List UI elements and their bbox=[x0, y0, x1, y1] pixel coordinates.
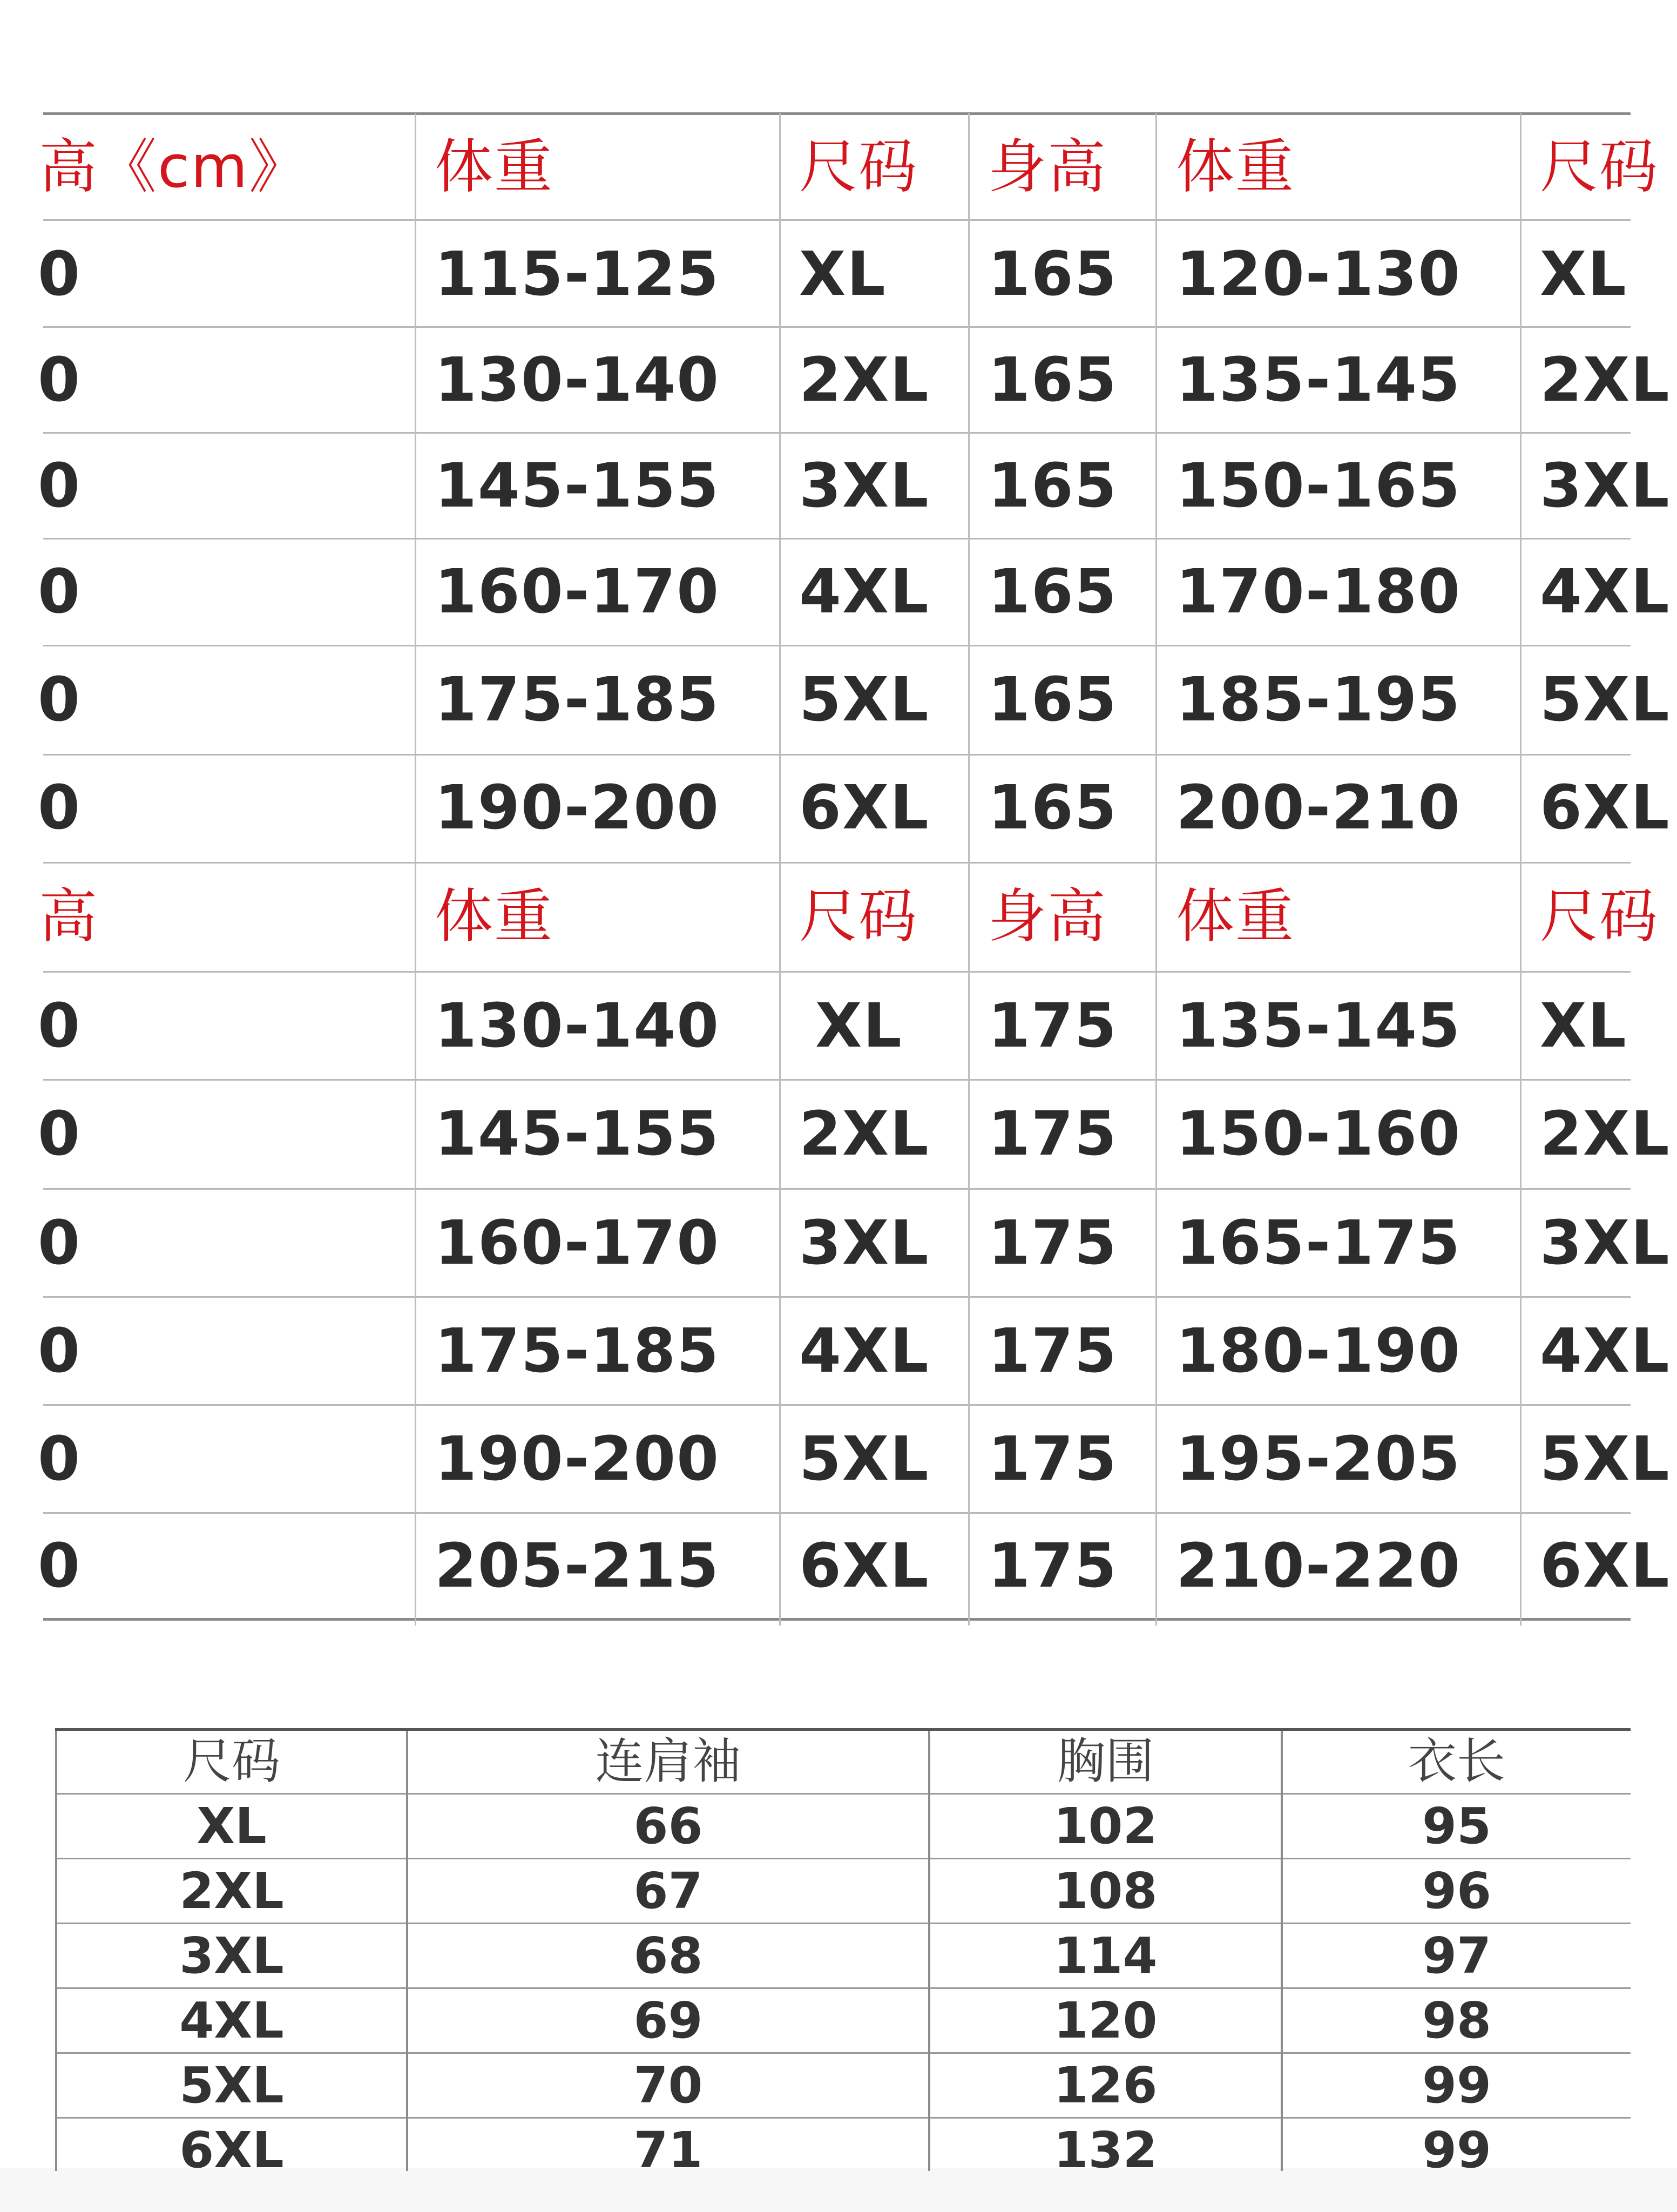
size-cell: 4XL bbox=[799, 1316, 930, 1386]
header-height: 身高 bbox=[988, 883, 1107, 950]
size-cell: 2XL bbox=[1540, 345, 1671, 415]
table-column-rule bbox=[779, 113, 781, 1626]
size-chart-height-weight bbox=[38, 0, 1671, 1647]
chest-cell: 126 bbox=[1053, 2056, 1158, 2114]
weight-cell: 200-210 bbox=[1176, 773, 1462, 843]
header-weight: 体重 bbox=[435, 133, 554, 201]
size-cell: 2XL bbox=[179, 1862, 284, 1920]
weight-cell: 175-185 bbox=[435, 1316, 720, 1386]
weight-cell: 115-125 bbox=[435, 239, 720, 309]
weight-cell: 145-155 bbox=[435, 1099, 720, 1169]
size-cell: XL bbox=[815, 991, 903, 1061]
size-cell: 3XL bbox=[799, 451, 930, 521]
header-weight: 体重 bbox=[435, 883, 554, 950]
weight-cell: 145-155 bbox=[435, 451, 720, 521]
height-cell: 165 bbox=[988, 345, 1118, 415]
height-cell: 0 bbox=[38, 991, 81, 1061]
size-cell: 4XL bbox=[1540, 557, 1671, 627]
chest-cell: 114 bbox=[1053, 1927, 1158, 1985]
weight-cell: 190-200 bbox=[435, 773, 720, 843]
header-size: 尺码 bbox=[799, 133, 918, 201]
size-cell: 6XL bbox=[799, 773, 930, 843]
length-cell: 99 bbox=[1422, 2056, 1492, 2114]
table-column-rule bbox=[415, 113, 416, 1626]
size-cell: 6XL bbox=[179, 2121, 284, 2179]
size-cell: 4XL bbox=[179, 1992, 284, 2049]
weight-cell: 135-145 bbox=[1176, 345, 1462, 415]
table-column-rule bbox=[1520, 113, 1522, 1626]
length-cell: 99 bbox=[1422, 2121, 1492, 2179]
height-cell: 0 bbox=[38, 1099, 81, 1169]
size-cell: 2XL bbox=[799, 1099, 930, 1169]
height-cell: 165 bbox=[988, 451, 1118, 521]
weight-cell: 130-140 bbox=[435, 345, 720, 415]
header-weight: 体重 bbox=[1176, 133, 1295, 201]
size-cell: 6XL bbox=[799, 1531, 930, 1601]
size-cell: 6XL bbox=[1540, 1531, 1671, 1601]
height-cell: 165 bbox=[988, 557, 1118, 627]
height-cell: 0 bbox=[38, 239, 81, 309]
weight-cell: 205-215 bbox=[435, 1531, 720, 1601]
height-cell: 175 bbox=[988, 1208, 1118, 1278]
chest-cell: 108 bbox=[1053, 1862, 1158, 1920]
chest-cell: 102 bbox=[1053, 1797, 1158, 1855]
height-cell: 0 bbox=[38, 557, 81, 627]
size-cell: 3XL bbox=[179, 1927, 284, 1985]
size-cell: 5XL bbox=[1540, 1424, 1671, 1494]
garment-measurement-table bbox=[55, 1728, 1631, 2179]
size-cell: 5XL bbox=[179, 2056, 284, 2114]
header-size: 尺码 bbox=[799, 883, 918, 950]
chest-cell: 120 bbox=[1053, 1992, 1158, 2049]
weight-cell: 150-160 bbox=[1176, 1099, 1462, 1169]
header-size: 尺码 bbox=[183, 1733, 280, 1790]
weight-cell: 180-190 bbox=[1176, 1316, 1462, 1386]
table-column-rule bbox=[968, 113, 970, 1626]
shoulder-sleeve-cell: 68 bbox=[633, 1927, 703, 1985]
size-cell: 6XL bbox=[1540, 773, 1671, 843]
header-weight: 体重 bbox=[1176, 883, 1295, 950]
height-cell: 0 bbox=[38, 665, 81, 735]
header-length: 衣长 bbox=[1408, 1733, 1505, 1790]
weight-cell: 160-170 bbox=[435, 557, 720, 627]
height-cell: 0 bbox=[38, 451, 81, 521]
header-size: 尺码 bbox=[1540, 133, 1659, 201]
size-cell: 2XL bbox=[799, 345, 930, 415]
length-cell: 98 bbox=[1422, 1992, 1492, 2049]
length-cell: 96 bbox=[1422, 1862, 1492, 1920]
size-cell: 2XL bbox=[1540, 1099, 1671, 1169]
header-size: 尺码 bbox=[1540, 883, 1659, 950]
chest-cell: 132 bbox=[1053, 2121, 1158, 2179]
height-cell: 175 bbox=[988, 991, 1118, 1061]
shoulder-sleeve-cell: 66 bbox=[633, 1797, 703, 1855]
weight-cell: 165-175 bbox=[1176, 1208, 1462, 1278]
weight-cell: 190-200 bbox=[435, 1424, 720, 1494]
size-cell: 5XL bbox=[799, 665, 930, 735]
size-cell: 3XL bbox=[1540, 1208, 1671, 1278]
height-cell: 165 bbox=[988, 773, 1118, 843]
height-cell: 175 bbox=[988, 1099, 1118, 1169]
header-height-cm: 高《cm》 bbox=[39, 133, 308, 201]
weight-cell: 120-130 bbox=[1176, 239, 1462, 309]
length-cell: 95 bbox=[1422, 1797, 1492, 1855]
weight-cell: 210-220 bbox=[1176, 1531, 1462, 1601]
weight-cell: 175-185 bbox=[435, 665, 720, 735]
size-cell: 3XL bbox=[1540, 451, 1671, 521]
shoulder-sleeve-cell: 70 bbox=[633, 2056, 703, 2114]
size-cell: XL bbox=[799, 239, 887, 309]
shoulder-sleeve-cell: 67 bbox=[633, 1862, 703, 1920]
size-cell: XL bbox=[1540, 239, 1627, 309]
shoulder-sleeve-cell: 71 bbox=[633, 2121, 703, 2179]
height-cell: 0 bbox=[38, 1531, 81, 1601]
header-chest: 胸围 bbox=[1057, 1733, 1154, 1790]
height-cell: 0 bbox=[38, 345, 81, 415]
height-cell: 175 bbox=[988, 1531, 1118, 1601]
weight-cell: 195-205 bbox=[1176, 1424, 1462, 1494]
weight-cell: 170-180 bbox=[1176, 557, 1462, 627]
weight-cell: 135-145 bbox=[1176, 991, 1462, 1061]
table-column-rule bbox=[1155, 113, 1157, 1626]
size-cell: 5XL bbox=[799, 1424, 930, 1494]
header-height: 高 bbox=[39, 883, 99, 950]
height-cell: 0 bbox=[38, 1424, 81, 1494]
height-cell: 175 bbox=[988, 1316, 1118, 1386]
height-cell: 0 bbox=[38, 1316, 81, 1386]
weight-cell: 160-170 bbox=[435, 1208, 720, 1278]
header-height: 身高 bbox=[988, 133, 1107, 201]
weight-cell: 130-140 bbox=[435, 991, 720, 1061]
height-cell: 0 bbox=[38, 773, 81, 843]
weight-cell: 185-195 bbox=[1176, 665, 1462, 735]
length-cell: 97 bbox=[1422, 1927, 1492, 1985]
height-cell: 165 bbox=[988, 665, 1118, 735]
weight-cell: 150-165 bbox=[1176, 451, 1462, 521]
size-cell: XL bbox=[197, 1797, 267, 1855]
header-shoulder-sleeve: 连肩袖 bbox=[595, 1733, 741, 1790]
size-cell: 3XL bbox=[799, 1208, 930, 1278]
size-cell: 4XL bbox=[1540, 1316, 1671, 1386]
size-cell: XL bbox=[1540, 991, 1627, 1061]
height-cell: 0 bbox=[38, 1208, 81, 1278]
height-cell: 175 bbox=[988, 1424, 1118, 1494]
shoulder-sleeve-cell: 69 bbox=[633, 1992, 703, 2049]
size-cell: 5XL bbox=[1540, 665, 1671, 735]
size-cell: 4XL bbox=[799, 557, 930, 627]
height-cell: 165 bbox=[988, 239, 1118, 309]
